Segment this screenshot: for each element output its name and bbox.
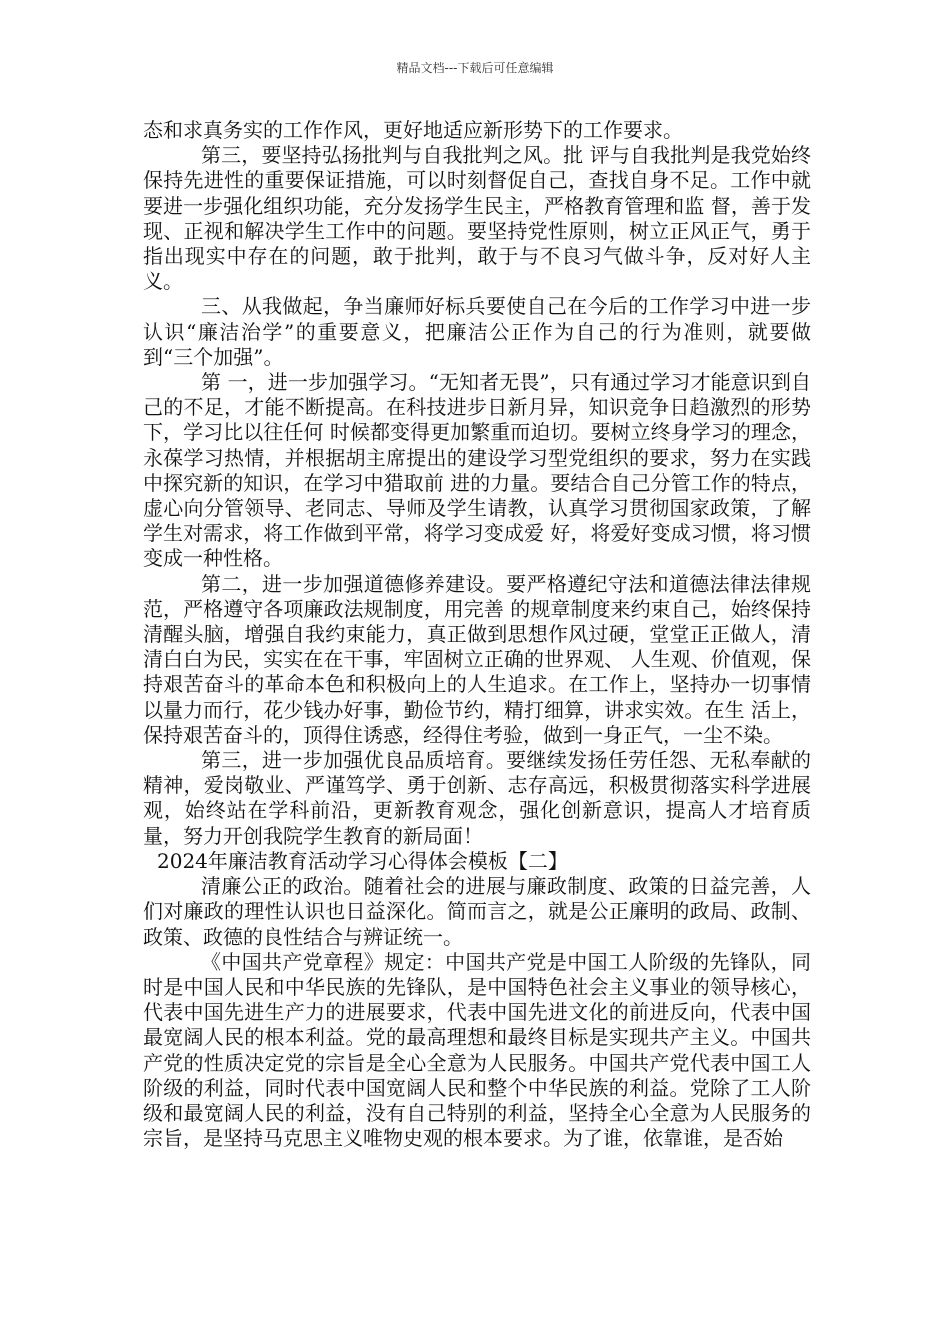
paragraph-2: 第三，要坚持弘扬批判与自我批判之风。批 评与自我批判是我党始终保持先进性的重要保证措施，可以时刻督促自己，查找自身不足。工作中就要进一步强化组织功能，充分发扬学生民主，严格教育管理和监 督，善于发现、正视和解决学生工作中的问题。要坚持党性原则，树立正风正气，勇于指出现实中存在的问题，敢于批判，敢于与不良习气做斗争，反对好人主义。	[143, 143, 811, 294]
paragraph-6: 第三，进一步加强优良品质培育。要继续发扬任劳任怨、无私奉献的精神，爱岗敬业、严谨笃学、勇于创新、志存高远，积极贯彻落实科学进展观，始终站在学科前沿，更新教育观念，强化创新意识，提高人才培育质量，努力开创我院学生教育的新局面！	[143, 748, 811, 848]
section-heading: 2024年廉洁教育活动学习心得体会模板【二】	[157, 848, 568, 873]
page-header: 精品文档---下载后可任意编辑	[396, 61, 554, 75]
paragraph-5: 第二，进一步加强道德修养建设。要严格遵纪守法和道德法律法律规范，严格遵守各项廉政法规制度，用完善 的规章制度来约束自己，始终保持清醒头脑，增强自我约束能力，真正做到思想作风过硬，堂堂正正做人，清清白白为民，实实在在干事，牢固树立正确的世界观、 人生观、价值观，保持艰苦奋斗的革命本色和积极向上的人生追求。在工作上，坚持办一切事情以量力而行，花少钱办好事，勤俭节约，精打细算，讲求实效。在生 活上，保持艰苦奋斗的，顶得住诱惑，经得住考验，做到一身正气，一尘不染。	[143, 571, 811, 747]
document-body	[143, 118, 811, 1151]
paragraph-4: 第 一，进一步加强学习。“无知者无畏”，只有通过学习才能意识到自己的不足，才能不断提高。在科技进步日新月异，知识竞争日趋激烈的形势下，学习比以往任何 时候都变得更加繁重而迫切。要树立终身学习的理念，永葆学习热情，并根据胡主席提出的建设学习型党组织的要求，努力在实践中探究新的知识，在学习中猎取前 进的力量。要结合自己分管工作的特点，虚心向分管领导、老同志、导师及学生请教，认真学习贯彻国家政策，了解学生对需求，将工作做到平常，将学习变成爱 好，将爱好变成习惯，将习惯变成一种性格。	[143, 370, 811, 571]
paragraph-1: 态和求真务实的工作作风，更好地适应新形势下的工作要求。	[143, 118, 683, 142]
paragraph-7: 清廉公正的政治。随着社会的进展与廉政制度、政策的日益完善，人们对廉政的理性认识也日益深化。简而言之，就是公正廉明的政局、政制、政策、政德的良性结合与辨证统一。	[143, 874, 811, 949]
paragraph-8: 《中国共产党章程》规定：中国共产党是中国工人阶级的先锋队，同时是中国人民和中华民族的先锋队，是中国特色社会主义事业的领导核心，代表中国先进生产力的进展要求，代表中国先进文化的前进反向，代表中国最宽阔人民的根本利益。党的最高理想和最终目标是实现共产主义。中国共产党的性质决定党的宗旨是全心全意为人民服务。中国共产党代表中国工人阶级的利益，同时代表中国宽阔人民和整个中华民族的利益。党除了工人阶级和最宽阔人民的利益，没有自己特别的利益，坚持全心全意为人民服务的宗旨，是坚持马克思主义唯物史观的根本要求。为了谁，依靠谁，是否始	[143, 949, 811, 1151]
paragraph-3: 三、从我做起，争当廉师好标兵要使自己在今后的工作学习中进一步认识“廉洁治学”的重要意义，把廉洁公正作为自己的行为准则，就要做到“三个加强”。	[143, 294, 811, 369]
